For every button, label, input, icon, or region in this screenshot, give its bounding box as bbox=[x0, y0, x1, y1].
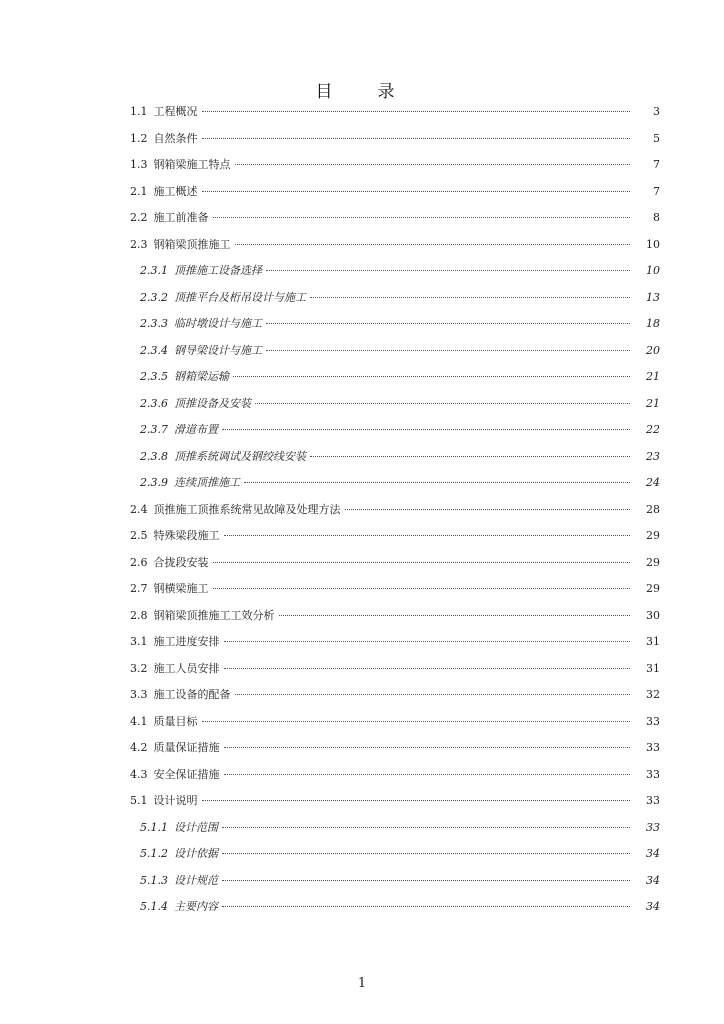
toc-entry-page: 8 bbox=[653, 211, 660, 224]
toc-entry[interactable] bbox=[130, 819, 660, 846]
toc-entry[interactable] bbox=[130, 156, 660, 183]
dot-leader bbox=[222, 880, 630, 881]
dot-leader bbox=[222, 853, 630, 854]
toc-entry-number: 4.1 bbox=[130, 714, 148, 728]
toc-entry-label: 钢导梁设计与施工 bbox=[174, 343, 262, 357]
toc-entry-label: 质量保证措施 bbox=[153, 741, 220, 754]
toc-entry-number: 5.1 bbox=[130, 794, 148, 807]
toc-entry-label: 质量目标 bbox=[153, 714, 198, 728]
toc-entry-number: 3.3 bbox=[130, 688, 148, 701]
toc-entry-label: 主要内容 bbox=[174, 900, 218, 913]
toc-entry[interactable] bbox=[130, 395, 660, 422]
toc-entry-page: 29 bbox=[646, 582, 660, 595]
toc-entry-number: 3.2 bbox=[130, 661, 148, 675]
toc-entry-number: 4.3 bbox=[130, 767, 148, 781]
toc-entry[interactable] bbox=[130, 368, 660, 395]
toc-entry-number: 4.2 bbox=[130, 741, 148, 754]
toc-entry-number: 2.6 bbox=[130, 555, 148, 569]
dot-leader bbox=[310, 297, 630, 298]
toc-entry-number: 2.3 bbox=[130, 237, 148, 251]
toc-entry[interactable] bbox=[130, 183, 660, 210]
toc-entry[interactable] bbox=[130, 580, 660, 607]
dot-leader bbox=[202, 191, 631, 192]
toc-entry-number: 2.3.8 bbox=[140, 449, 168, 463]
toc-entry-page: 34 bbox=[646, 847, 660, 860]
toc-entry-page: 22 bbox=[646, 423, 660, 436]
toc-entry-number: 2.7 bbox=[130, 582, 148, 595]
toc-entry-label: 自然条件 bbox=[153, 131, 198, 145]
dot-leader bbox=[255, 403, 630, 404]
dot-leader bbox=[224, 535, 631, 536]
dot-leader bbox=[202, 111, 631, 112]
toc-entry[interactable] bbox=[130, 474, 660, 501]
toc-entry-page: 34 bbox=[646, 873, 660, 887]
toc-entry-label: 钢箱梁施工特点 bbox=[153, 158, 231, 171]
toc-entry-number: 2.8 bbox=[130, 608, 148, 622]
dot-leader bbox=[244, 482, 630, 483]
toc-entry-page: 34 bbox=[646, 900, 660, 913]
dot-leader bbox=[235, 244, 631, 245]
toc-entry-page: 24 bbox=[646, 476, 660, 489]
toc-entry-page: 33 bbox=[646, 794, 660, 807]
toc-entry-number: 2.2 bbox=[130, 211, 148, 224]
toc-entry-label: 安全保证措施 bbox=[153, 767, 220, 781]
dot-leader bbox=[266, 270, 630, 271]
dot-leader bbox=[222, 429, 630, 430]
toc-entry-label: 钢箱梁顶推施工工效分析 bbox=[153, 608, 275, 622]
toc-entry[interactable] bbox=[130, 686, 660, 713]
toc-entry[interactable] bbox=[130, 289, 660, 316]
dot-leader bbox=[235, 694, 631, 695]
dot-leader bbox=[224, 641, 631, 642]
toc-entry-label: 顶推设备及安装 bbox=[174, 396, 251, 410]
dot-leader bbox=[224, 668, 631, 669]
toc-entry-number: 1.2 bbox=[130, 131, 148, 145]
toc-entry[interactable] bbox=[130, 660, 660, 687]
toc-entry[interactable] bbox=[130, 766, 660, 793]
toc-entry-label: 顶推施工顶推系统常见故障及处理方法 bbox=[153, 502, 341, 516]
dot-leader bbox=[213, 217, 631, 218]
toc-entry[interactable] bbox=[130, 103, 660, 130]
toc-entry-number: 2.3.9 bbox=[140, 476, 168, 489]
toc-entry-number: 2.3.5 bbox=[140, 370, 168, 383]
toc-entry-label: 施工进度安排 bbox=[153, 635, 220, 648]
dot-leader bbox=[266, 323, 630, 324]
page-number: 1 bbox=[357, 976, 367, 991]
toc-entry-page: 3 bbox=[653, 105, 660, 118]
toc-entry-number: 2.3.7 bbox=[140, 423, 168, 436]
toc-entry-number: 2.3.4 bbox=[140, 343, 168, 357]
toc-entry-page: 33 bbox=[646, 714, 660, 728]
toc-entry-label: 工程概况 bbox=[153, 105, 198, 118]
toc-entry-page: 7 bbox=[653, 184, 660, 198]
toc-entry-label: 施工设备的配备 bbox=[153, 688, 231, 701]
dot-leader bbox=[266, 350, 630, 351]
toc-entry-number: 2.5 bbox=[130, 529, 148, 542]
toc-entry-page: 33 bbox=[646, 741, 660, 754]
toc-entry-number: 2.3.2 bbox=[140, 290, 168, 304]
dot-leader bbox=[202, 138, 631, 139]
toc-entry-page: 10 bbox=[646, 237, 660, 251]
toc-entry-label: 临时墩设计与施工 bbox=[174, 317, 262, 330]
toc-entry[interactable] bbox=[130, 342, 660, 369]
toc-entry-number: 2.3.6 bbox=[140, 396, 168, 410]
dot-leader bbox=[224, 774, 631, 775]
toc-entry-label: 连续顶推施工 bbox=[174, 476, 240, 489]
toc-entry-page: 32 bbox=[646, 688, 660, 701]
toc-entry[interactable] bbox=[130, 554, 660, 581]
toc-entry-page: 13 bbox=[646, 290, 660, 304]
toc-entry-number: 5.1.3 bbox=[140, 873, 168, 887]
toc-entry[interactable] bbox=[130, 739, 660, 766]
dot-leader bbox=[213, 588, 631, 589]
toc-entry-label: 顶推施工设备选择 bbox=[174, 264, 262, 277]
toc-entry[interactable] bbox=[130, 607, 660, 634]
toc-entry-page: 29 bbox=[646, 555, 660, 569]
dot-leader bbox=[310, 456, 630, 457]
toc-entry-number: 2.3.3 bbox=[140, 317, 168, 330]
toc-entry-number: 5.1.4 bbox=[140, 900, 168, 913]
dot-leader bbox=[235, 164, 631, 165]
toc-entry-label: 施工概述 bbox=[153, 184, 198, 198]
toc-entry-number: 1.3 bbox=[130, 158, 148, 171]
toc-entry-label: 设计范围 bbox=[174, 820, 218, 834]
toc-entry[interactable] bbox=[130, 713, 660, 740]
toc-entry[interactable] bbox=[130, 872, 660, 899]
toc-entry-page: 30 bbox=[646, 608, 660, 622]
toc-entry-page: 28 bbox=[646, 502, 660, 516]
toc-entry-label: 钢箱梁运输 bbox=[174, 370, 229, 383]
toc-entry-page: 23 bbox=[646, 449, 660, 463]
table-of-contents bbox=[130, 103, 660, 925]
toc-entry[interactable] bbox=[130, 633, 660, 660]
dot-leader bbox=[202, 721, 631, 722]
toc-entry-page: 21 bbox=[646, 370, 660, 383]
dot-leader bbox=[345, 509, 631, 510]
toc-entry[interactable] bbox=[130, 501, 660, 528]
toc-entry-number: 2.3.1 bbox=[140, 264, 168, 277]
toc-entry[interactable] bbox=[130, 421, 660, 448]
toc-entry-page: 33 bbox=[646, 767, 660, 781]
toc-entry[interactable] bbox=[130, 209, 660, 236]
dot-leader bbox=[202, 800, 631, 801]
toc-entry[interactable] bbox=[130, 236, 660, 263]
toc-entry[interactable] bbox=[130, 262, 660, 289]
toc-entry-label: 钢横梁施工 bbox=[153, 582, 209, 595]
toc-entry[interactable] bbox=[130, 527, 660, 554]
toc-entry-page: 33 bbox=[646, 820, 660, 834]
toc-entry-label: 合拢段安装 bbox=[153, 555, 209, 569]
toc-entry-page: 20 bbox=[646, 343, 660, 357]
toc-entry-label: 顶推系统调试及钢绞线安装 bbox=[174, 449, 306, 463]
toc-entry[interactable] bbox=[130, 130, 660, 157]
toc-entry-page: 31 bbox=[646, 635, 660, 648]
toc-entry-label: 设计说明 bbox=[153, 794, 198, 807]
dot-leader bbox=[233, 376, 630, 377]
toc-entry-number: 5.1.1 bbox=[140, 820, 168, 834]
toc-entry-label: 滑道布置 bbox=[174, 423, 218, 436]
toc-entry-label: 施工前准备 bbox=[153, 211, 209, 224]
toc-entry-page: 10 bbox=[646, 264, 660, 277]
toc-entry[interactable] bbox=[130, 448, 660, 475]
toc-entry-page: 5 bbox=[653, 131, 660, 145]
toc-entry-page: 7 bbox=[653, 158, 660, 171]
toc-entry[interactable] bbox=[130, 898, 660, 925]
toc-entry-label: 施工人员安排 bbox=[153, 661, 220, 675]
toc-entry-number: 3.1 bbox=[130, 635, 148, 648]
dot-leader bbox=[224, 747, 631, 748]
toc-entry-label: 顶推平台及桁吊设计与施工 bbox=[174, 290, 306, 304]
toc-entry[interactable] bbox=[130, 845, 660, 872]
toc-entry-page: 21 bbox=[646, 396, 660, 410]
dot-leader bbox=[222, 827, 630, 828]
toc-entry-number: 2.1 bbox=[130, 184, 148, 198]
toc-entry-number: 5.1.2 bbox=[140, 847, 168, 860]
toc-entry[interactable] bbox=[130, 792, 660, 819]
toc-entry-label: 设计规范 bbox=[174, 873, 218, 887]
toc-entry-page: 18 bbox=[646, 317, 660, 330]
dot-leader bbox=[213, 562, 631, 563]
toc-entry-number: 1.1 bbox=[130, 105, 148, 118]
toc-entry-number: 2.4 bbox=[130, 502, 148, 516]
dot-leader bbox=[222, 906, 630, 907]
toc-entry-page: 31 bbox=[646, 661, 660, 675]
toc-entry-label: 特殊梁段施工 bbox=[153, 529, 220, 542]
toc-entry-label: 设计依据 bbox=[174, 847, 218, 860]
dot-leader bbox=[279, 615, 631, 616]
toc-entry-page: 29 bbox=[646, 529, 660, 542]
toc-entry-label: 钢箱梁顶推施工 bbox=[153, 237, 231, 251]
toc-title: 目 录 bbox=[315, 82, 409, 102]
toc-entry[interactable] bbox=[130, 315, 660, 342]
